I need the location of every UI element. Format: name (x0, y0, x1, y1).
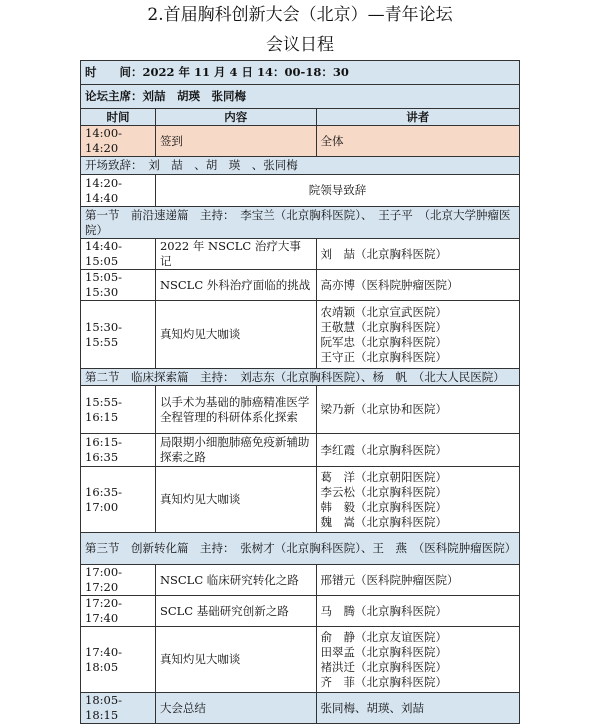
table-row (81, 386, 520, 434)
section3-header (81, 533, 520, 565)
table-row (81, 434, 520, 467)
meta-time: 时 间：2022 年 11 月 4 日 14：00-18：30 (81, 61, 520, 85)
row-speaker: 梁乃新（北京协和医院） (316, 386, 519, 434)
row-speaker: 刘 喆（北京胸科医院） (316, 239, 519, 270)
row-speakers (316, 301, 519, 369)
speaker-line: 葛 洋（北京朝阳医院） (320, 469, 448, 484)
row-content: 大会总结 (155, 693, 316, 724)
row-time: 18:05-18:15 (81, 693, 156, 724)
table-row (81, 565, 520, 596)
row-speaker: 李红霞（北京胸科医院） (316, 434, 519, 467)
row-speaker: 全体 (316, 126, 519, 157)
row-time: 16:35-17:00 (81, 467, 156, 533)
speaker-line: 齐 菲（北京胸科医院） (320, 674, 448, 689)
header-time: 时间 (81, 109, 156, 126)
row-time: 14:00-14:20 (81, 126, 156, 157)
row-content: 2022 年 NSCLC 治疗大事记 (155, 239, 316, 270)
row-content: SCLC 基础研究创新之路 (155, 596, 316, 627)
table-row (81, 467, 520, 533)
row-time: 14:20-14:40 (81, 175, 156, 207)
header-content: 内容 (155, 109, 316, 126)
table-header (81, 109, 520, 126)
page-title: 2.首届胸科创新大会（北京）—青年论坛 (147, 5, 453, 25)
speaker-line: 王敬慧（北京胸科医院） (320, 319, 448, 334)
table-row (81, 270, 520, 301)
section3-title: 第三节 创新转化篇 主持： 张树才（北京胸科医院）、王 燕 （医科院肿瘤医院） (81, 533, 520, 565)
table-row (81, 301, 520, 369)
row-time: 14:40-15:05 (81, 239, 156, 270)
meta-hosts: 论坛主席：刘喆 胡瑛 张同梅 (81, 85, 520, 109)
row-content: 签到 (155, 126, 316, 157)
speaker-line: 俞 静（北京友谊医院） (320, 629, 448, 644)
row-content: 以手术为基础的肺癌精准医学全程管理的科研体系化探索 (155, 386, 316, 434)
speaker-line: 王守正（北京胸科医院） (320, 349, 448, 364)
speaker-line: 农靖颖（北京宣武医院） (320, 304, 448, 319)
opening-row (81, 157, 520, 175)
speaker-line: 田翠孟（北京胸科医院） (320, 644, 448, 659)
row-time: 17:20-17:40 (81, 596, 156, 627)
row-time: 16:15-16:35 (81, 434, 156, 467)
row-content: NSCLC 临床研究转化之路 (155, 565, 316, 596)
table-row (81, 239, 520, 270)
opening-text: 开场致辞： 刘 喆 、胡 瑛 、张同梅 (81, 157, 520, 175)
page-subtitle: 会议日程 (266, 35, 334, 55)
row-content: 真知灼见大咖谈 (155, 301, 316, 369)
row-speaker: 邢镨元（医科院肿瘤医院） (316, 565, 519, 596)
row-speaker: 高亦博（医科院肿瘤医院） (316, 270, 519, 301)
schedule-table (80, 60, 520, 724)
speaker-line: 阮军忠（北京胸科医院） (320, 334, 448, 349)
checkin-row (81, 126, 520, 157)
row-time: 15:05-15:30 (81, 270, 156, 301)
section2-title: 第二节 临床探索篇 主持： 刘志东（北京胸科医院）、杨 帆 （北大人民医院） (81, 369, 520, 386)
row-time: 15:30-15:55 (81, 301, 156, 369)
row-content: 真知灼见大咖谈 (155, 627, 316, 693)
speaker-line: 李云松（北京胸科医院） (320, 484, 448, 499)
row-speakers (316, 467, 519, 533)
meta-hosts-row (81, 85, 520, 109)
row-content: NSCLC 外科治疗面临的挑战 (155, 270, 316, 301)
row-speakers (316, 627, 519, 693)
section2-header (81, 369, 520, 386)
row-content: 院领导致辞 (155, 175, 519, 207)
row-content: 局限期小细胞肺癌免疫新辅助探索之路 (155, 434, 316, 467)
section1-title: 第一节 前沿速递篇 主持： 李宝兰（北京胸科医院）、 王子平 （北京大学肿瘤医院） (81, 207, 520, 239)
table-row (81, 596, 520, 627)
closing-row (81, 693, 520, 724)
row-speaker: 张同梅、胡瑛、刘喆 (316, 693, 519, 724)
row-time: 17:40-18:05 (81, 627, 156, 693)
row-time: 17:00-17:20 (81, 565, 156, 596)
speaker-line: 魏 嵩（北京胸科医院） (320, 514, 448, 529)
row-speaker: 马 腾（北京胸科医院） (316, 596, 519, 627)
leader-row (81, 175, 520, 207)
header-speaker: 讲者 (316, 109, 519, 126)
section1-header (81, 207, 520, 239)
speaker-line: 褚洪迁（北京胸科医院） (320, 659, 448, 674)
table-row (81, 627, 520, 693)
speaker-line: 韩 毅（北京胸科医院） (320, 499, 448, 514)
meta-time-row (81, 61, 520, 85)
row-content: 真知灼见大咖谈 (155, 467, 316, 533)
row-time: 15:55-16:15 (81, 386, 156, 434)
